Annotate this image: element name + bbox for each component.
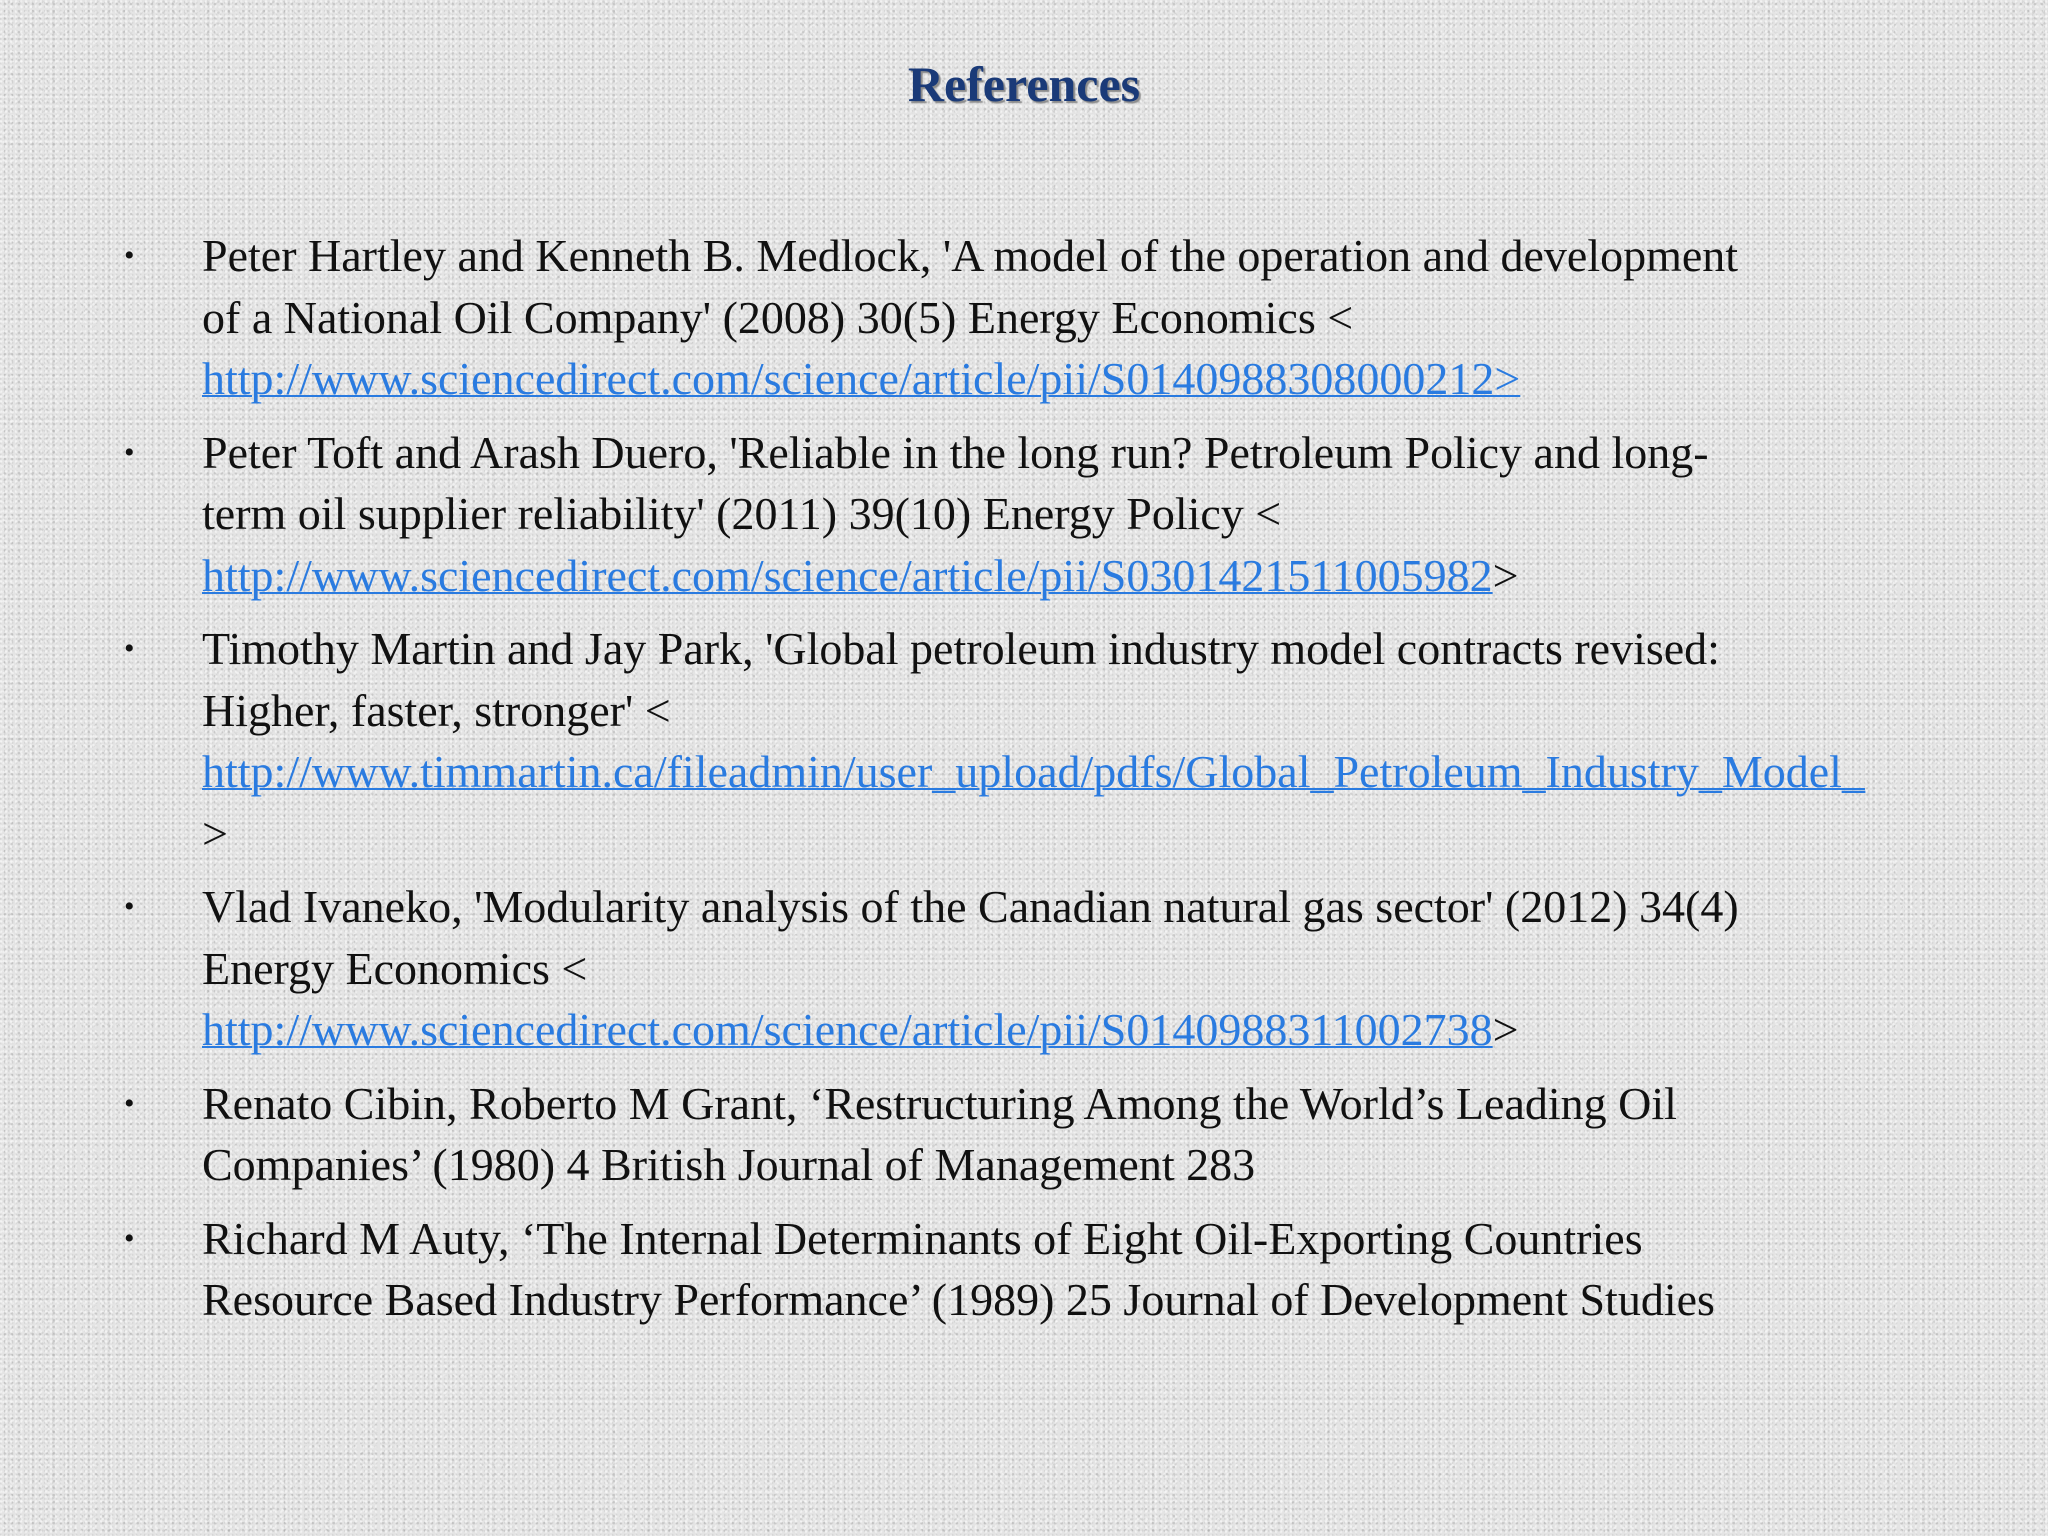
reference-text: Richard M Auty, ‘The Internal Determinants of Eight Oil-Exporting Countries <box>202 1212 1643 1264</box>
reference-text: > <box>1492 549 1519 601</box>
reference-text: Peter Hartley and Kenneth B. Medlock, 'A model of the operation and development <box>202 230 1739 281</box>
list-item <box>0 618 2048 864</box>
reference-text: Resource Based Industry Performance’ (1989) 25 Journal of Development Studies <box>202 1274 1715 1325</box>
reference-link[interactable]: http://www.sciencedirect.com/science/article/pii/S0140988308000212> <box>202 353 1521 404</box>
list-item <box>0 1208 2048 1331</box>
bullet-icon: • <box>124 1221 135 1255</box>
reference-text: Energy Economics < <box>202 942 588 994</box>
reference-text: Vlad Ivaneko, 'Modularity analysis of the Canadian natural gas sector' (2012) 34(4) <box>202 881 1739 932</box>
bullet-icon: • <box>124 435 135 469</box>
reference-link-line <box>202 545 1988 607</box>
list-item <box>0 225 2048 410</box>
bullet-icon: • <box>124 890 135 923</box>
list-item <box>0 1073 2048 1196</box>
reference-text: Renato Cibin, Roberto M Grant, ‘Restructuring Among the World’s Leading Oil <box>202 1077 1677 1129</box>
reference-link-line <box>202 999 1988 1061</box>
reference-text: Timothy Martin and Jay Park, 'Global petroleum industry model contracts revised: <box>202 623 1720 674</box>
reference-link[interactable]: http://www.sciencedirect.com/science/article/pii/S0140988311002738 <box>202 1004 1493 1055</box>
bullet-icon: • <box>124 1086 135 1120</box>
reference-link-line <box>202 348 1988 410</box>
reference-link[interactable]: http://www.sciencedirect.com/science/article/pii/S0301421511005982 <box>202 549 1493 601</box>
reference-text: Companies’ (1980) 4 British Journal of Management 283 <box>202 1139 1256 1190</box>
reference-link-line <box>202 741 1988 803</box>
reference-text: term oil supplier reliability' (2011) 39(10) Energy Policy < <box>202 488 1282 539</box>
list-item <box>0 422 2048 607</box>
bullet-icon: • <box>124 632 135 665</box>
reference-text: > <box>1492 1004 1519 1055</box>
list-item <box>0 876 2048 1061</box>
reference-text: of a National Oil Company' (2008) 30(5) Energy Economics < <box>202 291 1354 343</box>
bullet-icon: • <box>124 239 135 272</box>
reference-list <box>0 225 2048 1343</box>
reference-text: > <box>202 807 228 859</box>
reference-text: Higher, faster, stronger' < <box>202 684 671 736</box>
reference-link[interactable]: http://www.timmartin.ca/fileadmin/user_upload/pdfs/Global_Petroleum_Industry_Model_ <box>202 746 1865 797</box>
page-title: References <box>907 56 1141 112</box>
reference-text: Peter Toft and Arash Duero, 'Reliable in the long run? Petroleum Policy and long- <box>202 426 1709 478</box>
